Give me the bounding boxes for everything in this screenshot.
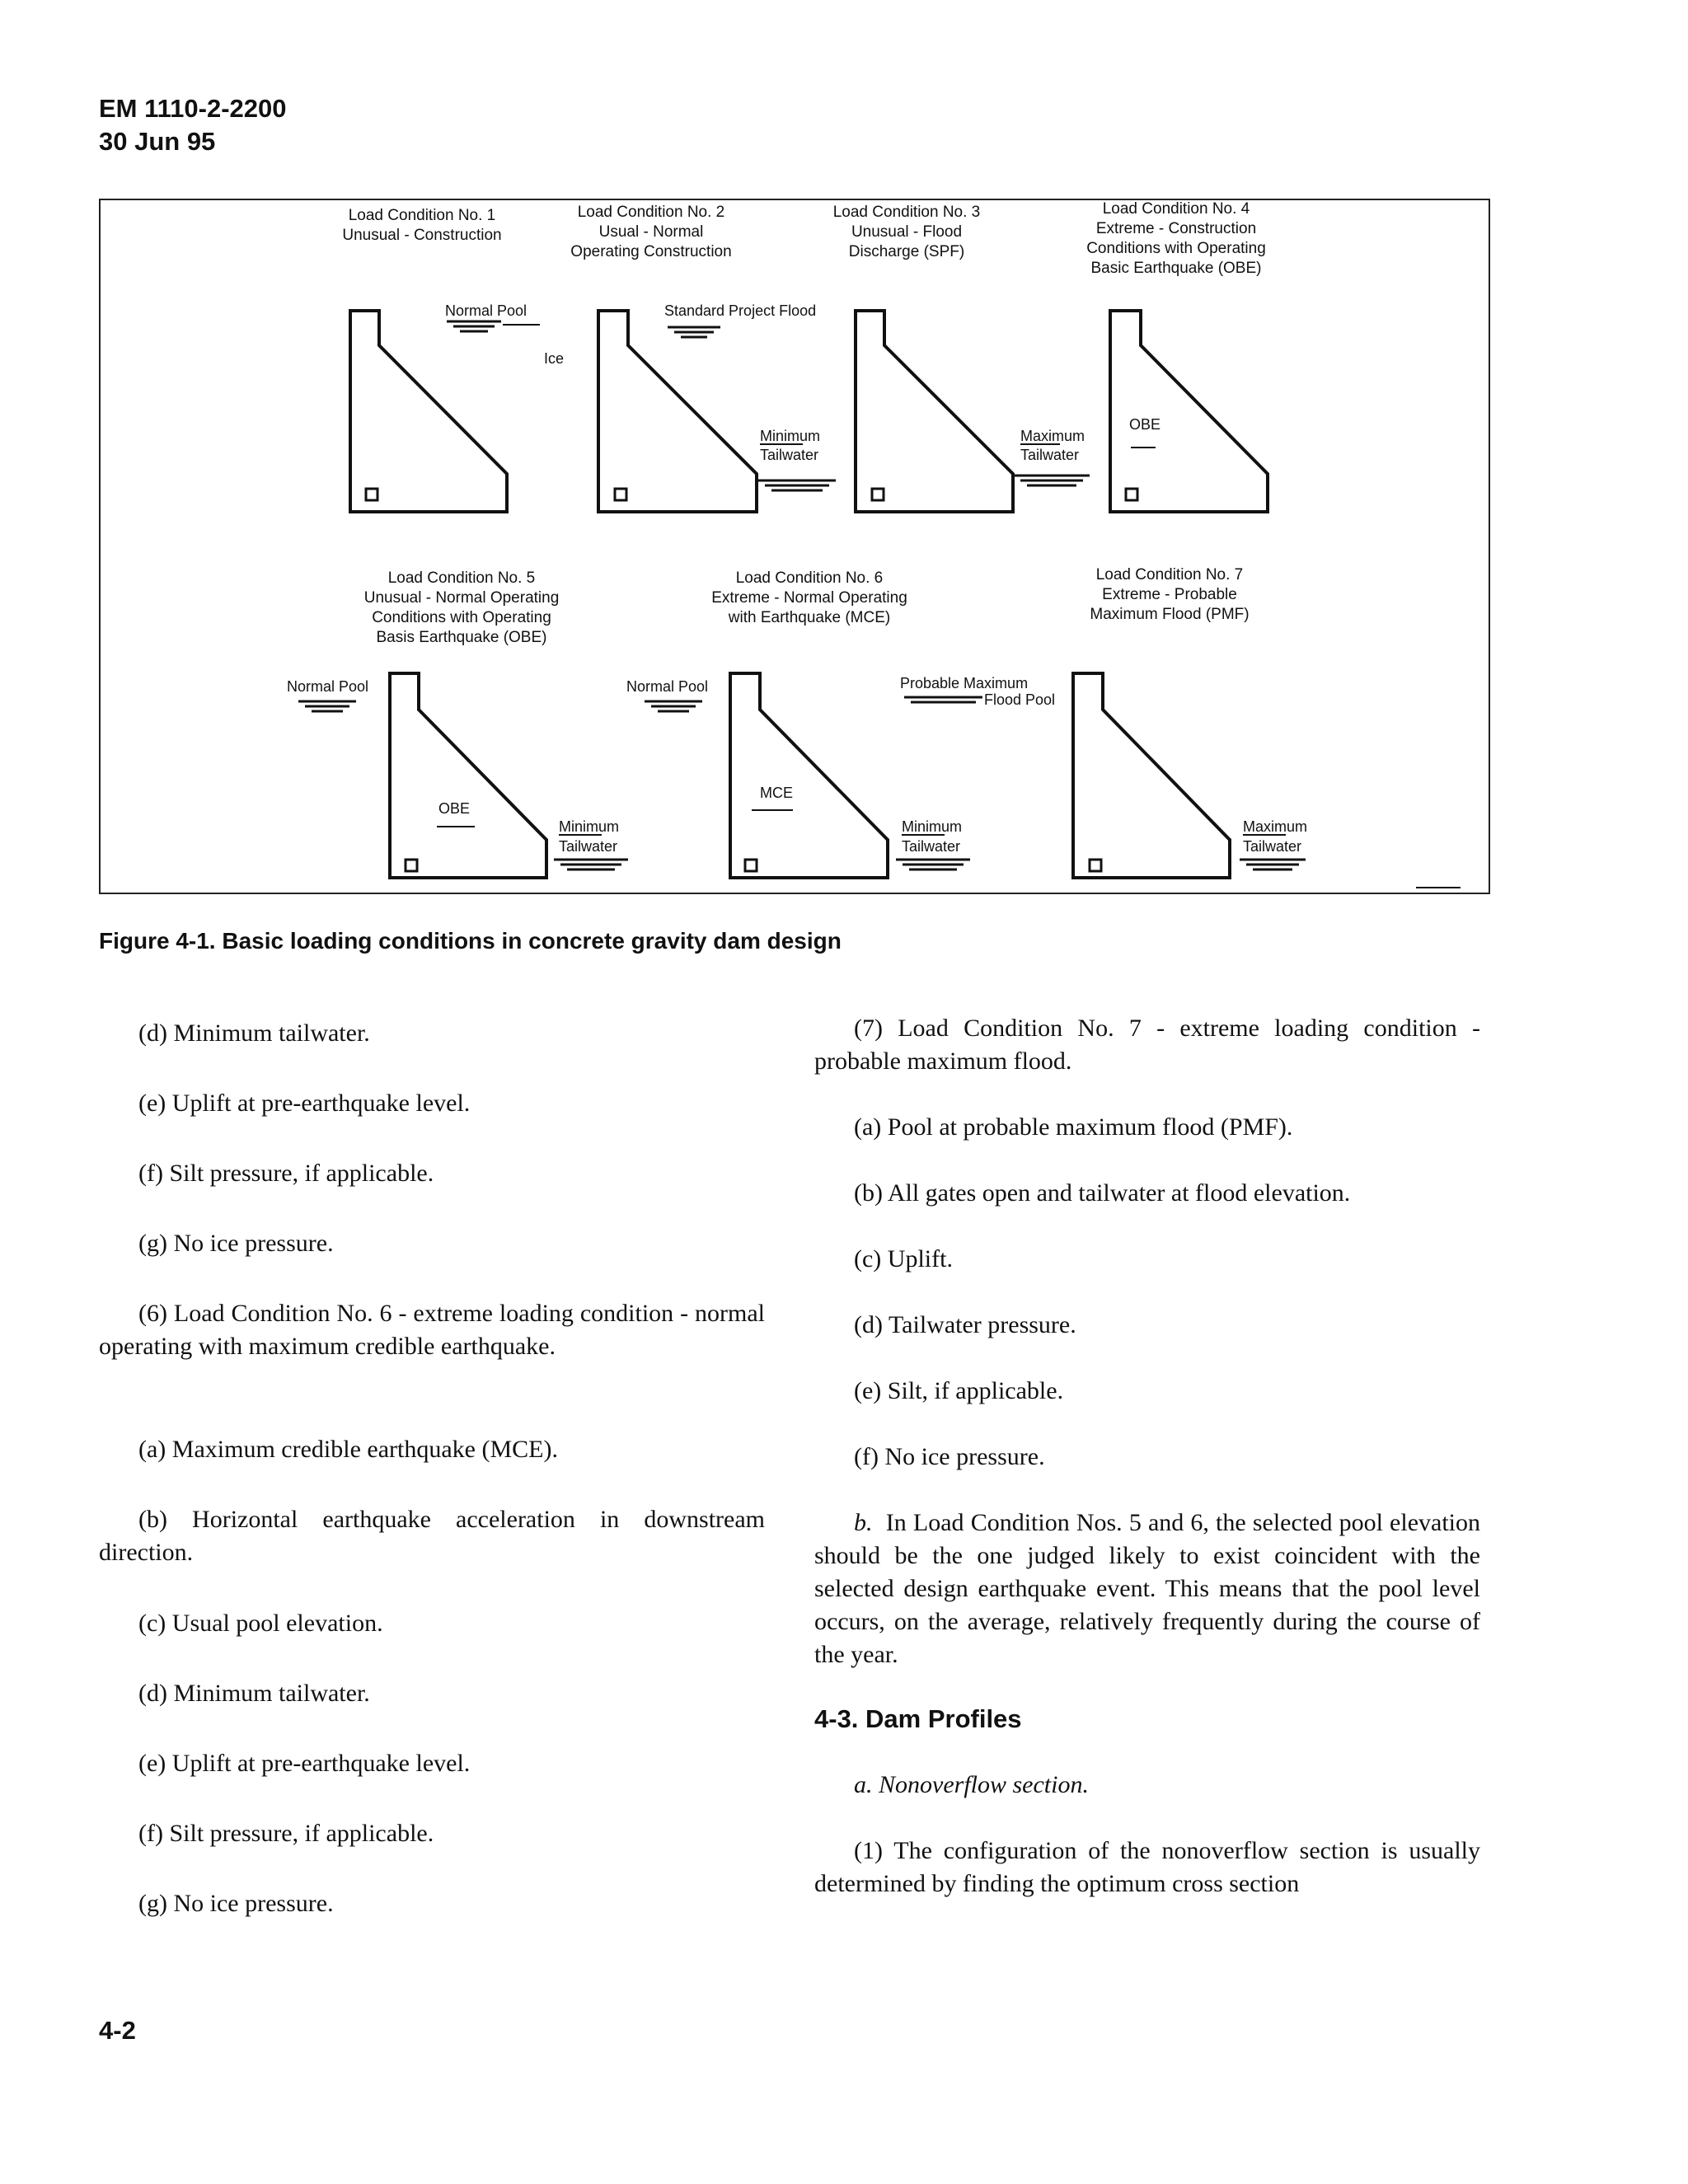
label-minimum-6: Minimum [902, 818, 963, 835]
paragraph-b-label: b. [854, 1509, 873, 1536]
label-normal-pool-1: Normal Pool [445, 302, 528, 319]
label-tailwater-5: Tailwater [559, 838, 618, 855]
label-tailwater-7: Tailwater [1243, 838, 1302, 855]
subsection-nonoverflow: a. Nonoverflow section. [854, 1771, 1089, 1798]
dam-profile-2 [598, 311, 757, 512]
gallery-6 [745, 860, 757, 871]
left-item-f: (f) Silt pressure, if applicable. [138, 1160, 434, 1187]
label-minimum-2: Minimum [760, 428, 821, 444]
label-obe-5: OBE [438, 800, 471, 817]
label-maximum-3: Maximum [1020, 428, 1085, 444]
dam-profile-3 [856, 311, 1013, 512]
label-standard-project-flood: Standard Project Flood [664, 302, 817, 319]
label-normal-pool-6: Normal Pool [626, 678, 709, 695]
gallery-4 [1126, 489, 1137, 500]
condition-2-title: Load Condition No. 2 Usual - Normal Operating Construction [570, 204, 732, 260]
gallery-5 [406, 860, 417, 871]
label-tailwater-6: Tailwater [902, 838, 961, 855]
figure-4-1 [99, 199, 1490, 894]
condition-6-title: Load Condition No. 6 Extreme - Normal Operating with Earthquake (MCE) [711, 569, 907, 626]
paragraph-b-text: In Load Condition Nos. 5 and 6, the selected pool elevation should be the one judged likely to exist coincident with the selected design earthquake event. This means that the pool level occurs, on the average, relatively frequently during the course of the year. [814, 1509, 1481, 1668]
paragraph-load-condition-7: (7) Load Condition No. 7 - extreme loading condition - probable maximum flood. [814, 1015, 1480, 1075]
lc6-item-f: (f) Silt pressure, if applicable. [138, 1820, 434, 1847]
label-probable-maximum: Probable Maximum [900, 675, 1029, 691]
loading-conditions-diagram [101, 200, 1489, 893]
label-mce: MCE [760, 785, 793, 801]
condition-7-title: Load Condition No. 7 Extreme - Probable Maximum Flood (PMF) [1090, 566, 1250, 623]
label-flood-pool: Flood Pool [984, 691, 1056, 708]
paragraph-load-condition-6: (6) Load Condition No. 6 - extreme loading condition - normal operating with maximum credible earthquake. [99, 1300, 765, 1360]
left-column [99, 1017, 767, 1940]
dam-profile-5 [390, 673, 546, 878]
lc7-item-d: (d) Tailwater pressure. [854, 1311, 1076, 1338]
paragraph-nonoverflow-1: (1) The configuration of the nonoverflow section is usually determined by finding the optimum cross section [814, 1837, 1480, 1897]
left-item-d: (d) Minimum tailwater. [138, 1019, 370, 1047]
paragraph-b [814, 1507, 1480, 1671]
lc6-item-d: (d) Minimum tailwater. [138, 1680, 370, 1707]
lc7-item-e: (e) Silt, if applicable. [854, 1377, 1064, 1404]
left-item-g: (g) No ice pressure. [138, 1230, 334, 1257]
condition-4-title: Load Condition No. 4 Extreme - Construction Conditions with Operating Basic Earthquake (OBE) [1086, 200, 1266, 277]
section-heading-dam-profiles: 4-3. Dam Profiles [814, 1704, 1022, 1733]
gallery-1 [366, 489, 377, 500]
figure-caption: Figure 4-1. Basic loading conditions in concrete gravity dam design [99, 928, 842, 954]
dam-profile-6 [730, 673, 888, 878]
condition-1-title: Load Condition No. 1 Unusual - Construction [342, 207, 502, 244]
lc7-item-b: (b) All gates open and tailwater at flood elevation. [854, 1179, 1351, 1207]
lc6-item-b: (b) Horizontal earthquake acceleration in downstream direction. [99, 1506, 765, 1566]
label-tailwater-3: Tailwater [1020, 447, 1080, 463]
condition-5-title: Load Condition No. 5 Unusual - Normal Operating Conditions with Operating Basis Earthquake (OBE) [363, 569, 560, 646]
lc7-item-c: (c) Uplift. [854, 1245, 953, 1272]
gallery-2 [615, 489, 626, 500]
lc7-item-f: (f) No ice pressure. [854, 1443, 1045, 1470]
page-number: 4-2 [99, 2016, 136, 2045]
right-column [814, 1012, 1482, 1919]
label-ice: Ice [544, 350, 565, 367]
gallery-7 [1090, 860, 1101, 871]
left-item-e: (e) Uplift at pre-earthquake level. [138, 1090, 471, 1117]
lc6-item-c: (c) Usual pool elevation. [138, 1610, 383, 1637]
lc6-item-e: (e) Uplift at pre-earthquake level. [138, 1750, 471, 1777]
label-minimum-5: Minimum [559, 818, 620, 835]
lc7-item-a: (a) Pool at probable maximum flood (PMF). [854, 1113, 1293, 1141]
label-tailwater-2: Tailwater [760, 447, 819, 463]
document-date: 30 Jun 95 [99, 127, 216, 156]
dam-profile-4 [1110, 311, 1268, 512]
lc6-item-a: (a) Maximum credible earthquake (MCE). [138, 1436, 558, 1463]
label-obe-4: OBE [1129, 416, 1161, 433]
label-normal-pool-5: Normal Pool [287, 678, 369, 695]
label-maximum-7: Maximum [1243, 818, 1308, 835]
document-number: EM 1110-2-2200 [99, 94, 287, 123]
dam-profile-1 [350, 311, 507, 512]
dam-profile-7 [1073, 673, 1230, 878]
gallery-3 [872, 489, 884, 500]
condition-3-title: Load Condition No. 3 Unusual - Flood Discharge (SPF) [832, 204, 981, 260]
lc6-item-g: (g) No ice pressure. [138, 1890, 334, 1917]
